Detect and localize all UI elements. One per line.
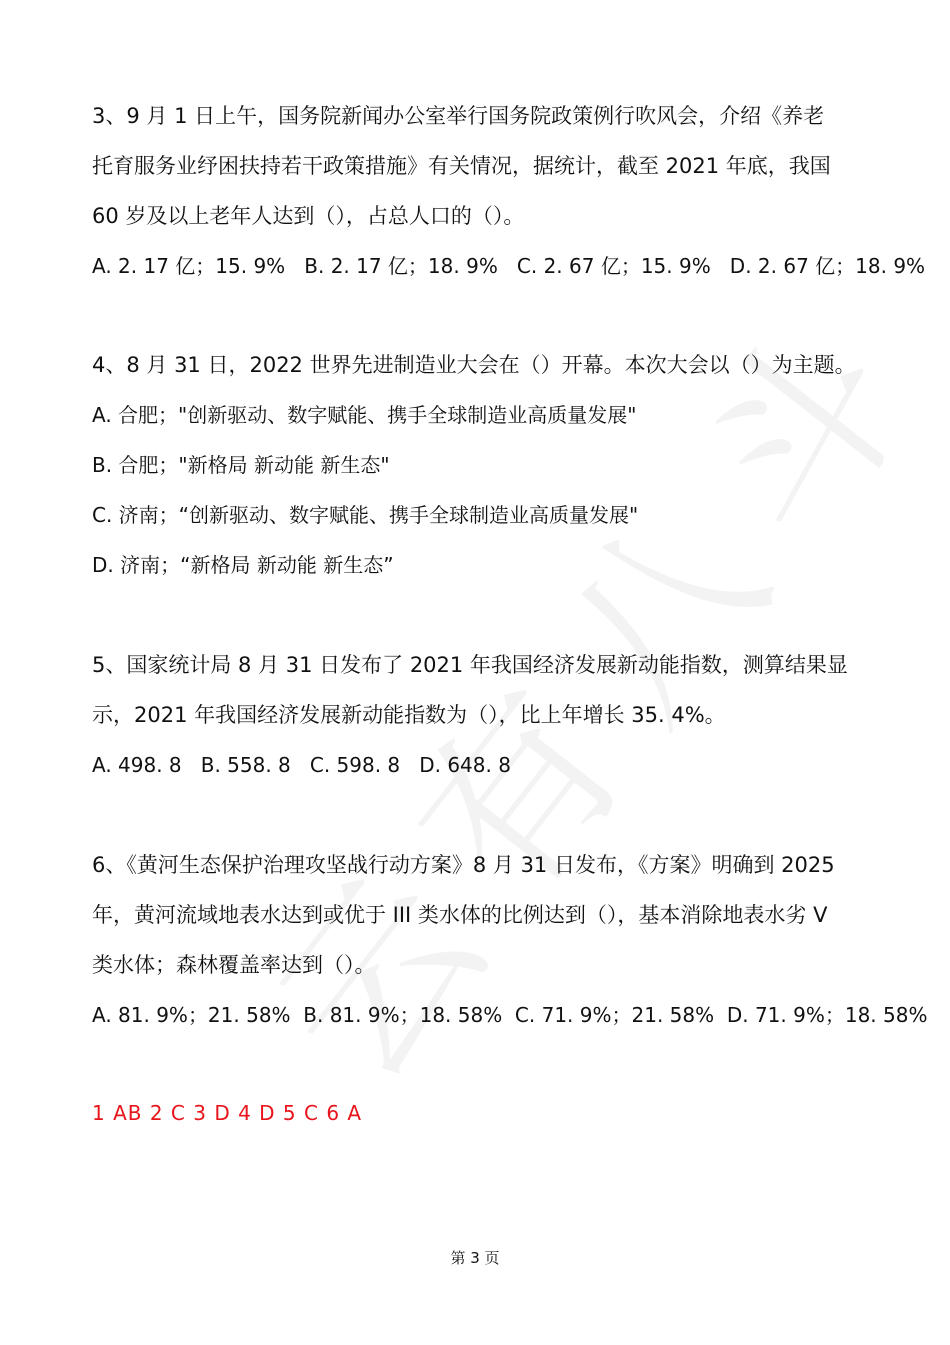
question-5-line-1: 5、国家统计局 8 月 31 日发布了 2021 年我国经济发展新动能指数，测算结果显 — [92, 653, 848, 677]
page-number: 第 3 页 — [450, 1249, 500, 1267]
question-4-option-c: C. 济南；“创新驱动、数字赋能、携手全球制造业高质量发展" — [92, 503, 639, 527]
question-6-line-2: 年，黄河流域地表水达到或优于 III 类水体的比例达到（），基本消除地表水劣 V — [92, 903, 828, 927]
answer-key: 1 AB 2 C 3 D 4 D 5 C 6 A — [92, 1101, 363, 1125]
question-6-line-3: 类水体；森林覆盖率达到（）。 — [92, 953, 376, 977]
question-3-line-2: 托育服务业纾困扶持若干政策措施》有关情况，据统计，截至 2021 年底，我国 — [92, 154, 831, 178]
question-5-line-2: 示，2021 年我国经济发展新动能指数为（），比上年增长 35. 4%。 — [92, 703, 726, 727]
question-6-options: A. 81. 9%；21. 58% B. 81. 9%；18. 58% C. 71. 9%；21. 58% D. 71. 9%；18. 58% — [92, 1003, 928, 1027]
question-4-option-a: A. 合肥；"创新驱动、数字赋能、携手全球制造业高质量发展" — [92, 403, 637, 427]
question-4-option-d: D. 济南；“新格局 新动能 新生态” — [92, 553, 394, 577]
question-3-line-1: 3、9 月 1 日上午，国务院新闻办公室举行国务院政策例行吹风会，介绍《养老 — [92, 104, 825, 128]
question-4-line-1: 4、8 月 31 日，2022 世界先进制造业大会在（）开幕。本次大会以（）为主题。 — [92, 353, 856, 377]
question-5-options: A. 498. 8 B. 558. 8 C. 598. 8 D. 648. 8 — [92, 753, 511, 777]
question-6-line-1: 6、《黄河生态保护治理攻坚战行动方案》8 月 31 日发布，《方案》明确到 2025 — [92, 853, 835, 877]
question-4-option-b: B. 合肥；"新格局 新动能 新生态" — [92, 453, 390, 477]
question-3-line-3: 60 岁及以上老年人达到（），占总人口的（）。 — [92, 204, 525, 228]
question-3-options: A. 2. 17 亿；15. 9% B. 2. 17 亿；18. 9% C. 2. 67 亿；15. 9% D. 2. 67 亿；18. 9% — [92, 254, 926, 278]
